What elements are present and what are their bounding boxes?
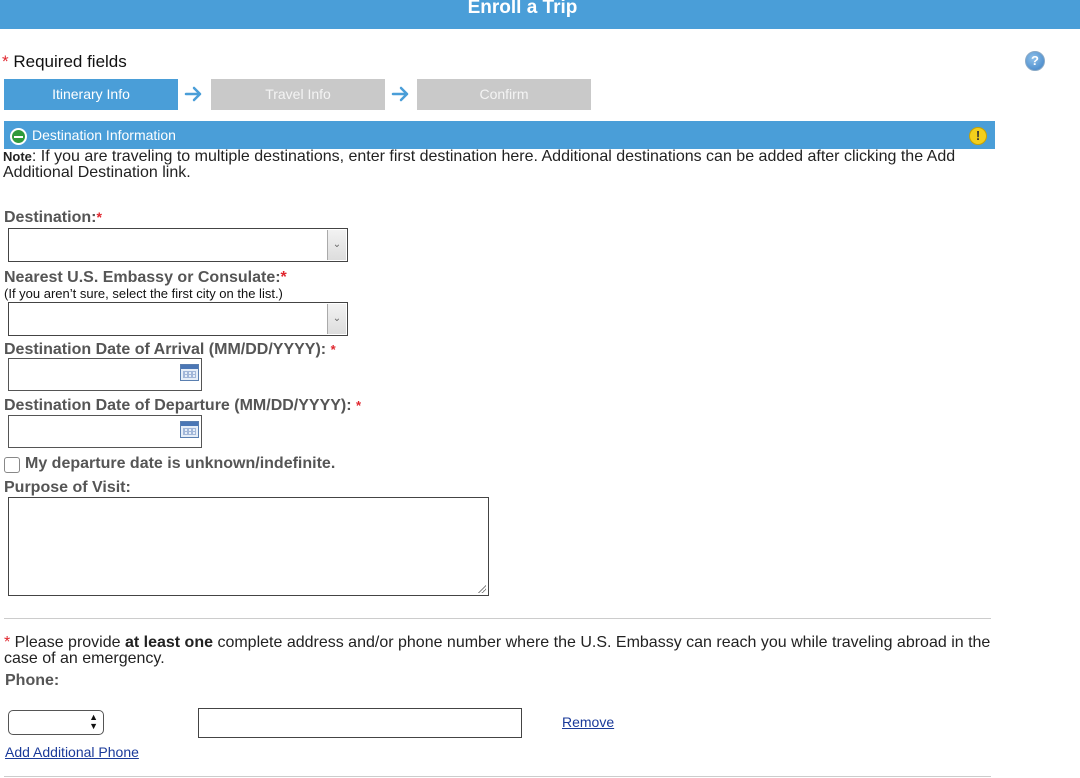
arrival-date-input[interactable] [8,358,202,391]
section-divider [4,618,991,619]
destination-label [4,209,102,227]
resize-handle-icon[interactable] [477,584,486,593]
embassy-label-text: Nearest U.S. Embassy or Consulate: [4,269,281,286]
required-asterisk: * [96,209,102,225]
add-additional-phone-link[interactable]: Add Additional Phone [5,744,139,760]
arrival-date-label [4,341,336,359]
chevron-down-icon[interactable]: ⌄ [327,304,346,334]
page-header [0,0,1080,29]
arrow-right-icon [184,84,204,104]
warning-icon: ! [969,127,987,145]
step-travel-info[interactable]: Travel Info [211,79,385,110]
required-asterisk: * [330,342,336,357]
emergency-contact-note [4,635,994,667]
calendar-icon[interactable] [180,421,199,438]
note-prefix: Note [3,149,32,164]
destination-note [3,149,963,181]
phone-number-input[interactable] [198,708,522,738]
required-fields-text: Required fields [13,52,127,71]
remove-phone-link[interactable]: Remove [562,714,615,730]
step-itinerary-info[interactable]: Itinerary Info [4,79,178,110]
required-asterisk: * [4,634,11,651]
section-divider [4,776,991,777]
destination-select[interactable] [8,228,348,262]
required-asterisk: * [280,269,287,286]
updown-arrows-icon: ▲ ▼ [89,712,98,731]
purpose-textarea[interactable] [8,497,489,596]
destination-section-header[interactable] [4,121,995,149]
section-title: Destination Information [32,127,176,143]
contact-text-before: Please provide [10,634,125,651]
contact-text-after: complete address and/or phone number where the U.S. Embassy can reach you while traveling abroad in the case of an emergency. [4,634,991,667]
departure-date-label-text: Destination Date of Departure (MM/DD/YYYY): [4,397,352,414]
note-text: : If you are traveling to multiple destinations, enter first destination here. Additional destinations can be added after clicking the Add Additional Destination link. [3,148,956,181]
unknown-departure-checkbox[interactable] [4,457,20,473]
required-asterisk: * [356,398,362,413]
collapse-minus-icon[interactable] [10,128,27,145]
phone-type-select[interactable] [8,710,104,735]
required-fields-note [2,52,127,72]
departure-date-input[interactable] [8,415,202,448]
required-asterisk: * [2,52,9,71]
calendar-icon[interactable] [180,364,199,381]
unknown-departure-label[interactable]: My departure date is unknown/indefinite. [25,455,336,472]
contact-text-bold: at least one [124,634,213,651]
departure-date-label [4,397,361,415]
purpose-label: Purpose of Visit: [4,479,131,496]
step-confirm[interactable]: Confirm [417,79,591,110]
arrival-date-label-text: Destination Date of Arrival (MM/DD/YYYY): [4,341,327,358]
page-title: Enroll a Trip [467,0,578,18]
chevron-down-icon[interactable]: ⌄ [327,230,346,260]
arrow-right-icon [391,84,411,104]
embassy-hint: (If you aren’t sure, select the first city on the list.) [4,286,283,301]
help-icon[interactable]: ? [1025,51,1045,71]
phone-label: Phone: [5,672,60,689]
embassy-select[interactable] [8,302,348,336]
embassy-label [4,269,287,287]
destination-label-text: Destination: [4,209,97,226]
